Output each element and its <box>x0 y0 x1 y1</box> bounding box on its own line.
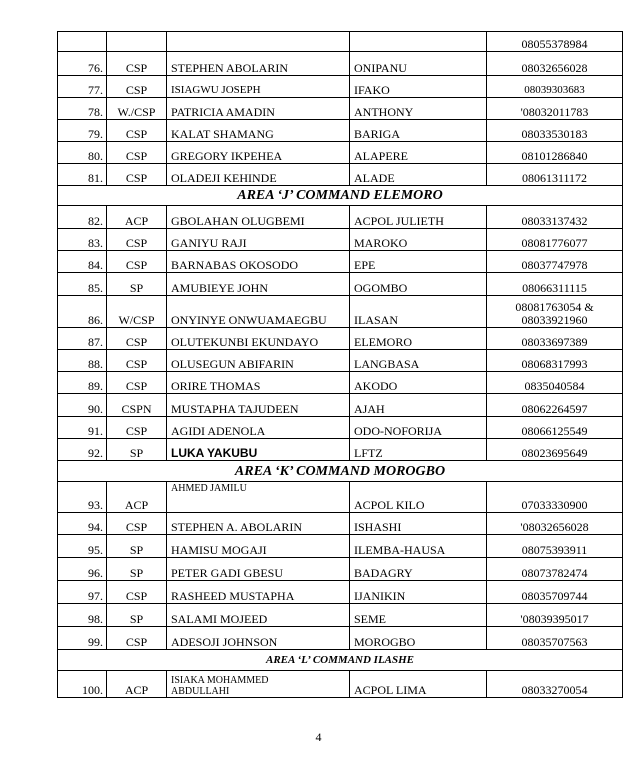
station-cell <box>350 394 487 417</box>
station-cell <box>350 164 487 186</box>
name-cell <box>167 328 350 350</box>
serial-number-text: 90. <box>88 402 103 416</box>
phone-text: 08023695649 <box>521 446 588 460</box>
name-cell <box>167 229 350 251</box>
name-cell <box>167 417 350 439</box>
serial-number-text: 93. <box>88 498 103 512</box>
table-row <box>58 372 623 394</box>
table-row <box>58 251 623 273</box>
station-cell <box>350 251 487 273</box>
station-text: MAROKO <box>354 236 408 250</box>
station-text: AJAH <box>354 402 385 416</box>
rank-text: SP <box>129 446 144 460</box>
station-text: OGOMBO <box>354 281 408 295</box>
phone-cell <box>487 604 623 627</box>
name-text: STEPHEN ABOLARIN <box>171 61 289 75</box>
section-header: AREA ‘K’ COMMAND MOROGBO <box>58 461 623 482</box>
serial-number-cell <box>58 273 107 296</box>
station-text: ELEMORO <box>354 335 412 349</box>
name-cell <box>167 350 350 372</box>
rank-cell <box>107 229 167 251</box>
name-text: GBOLAHAN OLUGBEMI <box>171 214 305 228</box>
rank-cell <box>107 581 167 604</box>
phone-text: 08062264597 <box>521 402 588 416</box>
serial-number-cell <box>58 581 107 604</box>
table-row <box>58 273 623 296</box>
serial-number-text: 77. <box>88 83 103 97</box>
station-cell <box>350 98 487 120</box>
phone-text: 08033697389 <box>521 335 588 349</box>
name-text: ORIRE THOMAS <box>171 379 261 393</box>
serial-number-cell <box>58 328 107 350</box>
rank-cell <box>107 328 167 350</box>
rank-text: CSP <box>125 83 148 97</box>
station-text: EPE <box>354 258 376 272</box>
serial-number-text: 98. <box>88 612 103 626</box>
station-text: ISHASHI <box>354 520 402 534</box>
serial-number-cell <box>58 164 107 186</box>
table-row <box>58 581 623 604</box>
rank-cell <box>107 120 167 142</box>
table-row <box>58 32 623 52</box>
phone-cell <box>487 535 623 558</box>
serial-number-text: 80. <box>88 149 103 163</box>
officer-table <box>57 31 623 698</box>
phone-cell <box>487 513 623 535</box>
phone-line-1: 08081763054 & <box>515 300 594 314</box>
name-cell <box>167 558 350 581</box>
table-row <box>58 52 623 76</box>
name-text: ADESOJI JOHNSON <box>171 635 278 649</box>
rank-text: CSP <box>125 149 148 163</box>
phone-text: 08066125549 <box>521 424 588 438</box>
table-row <box>58 328 623 350</box>
name-cell <box>167 273 350 296</box>
page-number: 4 <box>315 730 322 744</box>
station-text: ODO-NOFORIJA <box>354 424 443 438</box>
rank-text: CSP <box>125 589 148 603</box>
station-cell <box>350 671 487 698</box>
phone-cell <box>487 627 623 650</box>
table-row <box>58 604 623 627</box>
phone-text: '08032656028 <box>520 520 589 534</box>
table-row <box>58 120 623 142</box>
name-cell <box>167 52 350 76</box>
serial-number-cell <box>58 32 107 52</box>
serial-number-cell <box>58 251 107 273</box>
phone-cell <box>487 229 623 251</box>
phone-cell <box>487 164 623 186</box>
table-row <box>58 671 623 698</box>
serial-number-text: 95. <box>88 543 103 557</box>
station-cell <box>350 120 487 142</box>
station-text: ACPOL JULIETH <box>354 214 444 228</box>
rank-text: CSP <box>125 357 148 371</box>
phone-text: 08035707563 <box>521 635 588 649</box>
phone-cell <box>487 206 623 229</box>
phone-cell <box>487 439 623 461</box>
rank-cell <box>107 206 167 229</box>
name-cell <box>167 32 350 52</box>
rank-cell <box>107 513 167 535</box>
phone-text: 0835040584 <box>524 379 585 393</box>
table-row <box>58 76 623 98</box>
table-row <box>58 417 623 439</box>
rank-text: CSP <box>125 171 148 185</box>
name-text: GREGORY IKPEHEA <box>171 149 283 163</box>
phone-cell <box>487 32 623 52</box>
station-text: ACPOL KILO <box>354 498 425 512</box>
rank-text: CSP <box>125 520 148 534</box>
name-cell <box>167 671 350 698</box>
table-row <box>58 535 623 558</box>
serial-number-text: 82. <box>88 214 103 228</box>
serial-number-text: 99. <box>88 635 103 649</box>
rank-text: W/CSP <box>118 313 155 327</box>
serial-number-cell <box>58 229 107 251</box>
name-text: SALAMI MOJEED <box>171 612 268 626</box>
name-cell <box>167 439 350 461</box>
name-text: ISIAGWU JOSEPH <box>171 84 261 96</box>
rank-text: CSP <box>125 61 148 75</box>
rank-cell <box>107 627 167 650</box>
serial-number-cell <box>58 558 107 581</box>
table-row <box>58 350 623 372</box>
rank-text: CSP <box>125 379 148 393</box>
serial-number-text: 94. <box>88 520 103 534</box>
rank-cell <box>107 482 167 513</box>
rank-cell <box>107 439 167 461</box>
rank-cell <box>107 32 167 52</box>
name-cell <box>167 76 350 98</box>
phone-text: 08073782474 <box>521 566 588 580</box>
section-header-row <box>58 650 623 671</box>
station-cell <box>350 581 487 604</box>
table-row <box>58 627 623 650</box>
serial-number-cell <box>58 604 107 627</box>
phone-cell <box>487 417 623 439</box>
station-cell <box>350 229 487 251</box>
serial-number-text: 92. <box>88 446 103 460</box>
rank-cell <box>107 142 167 164</box>
serial-number-text: 87. <box>88 335 103 349</box>
rank-text: SP <box>129 566 144 580</box>
name-cell <box>167 296 350 328</box>
serial-number-cell <box>58 627 107 650</box>
station-cell <box>350 52 487 76</box>
name-text: BARNABAS OKOSODO <box>171 258 299 272</box>
phone-text: 08037747978 <box>521 258 588 272</box>
station-text: ALADE <box>354 171 395 185</box>
serial-number-cell <box>58 120 107 142</box>
name-text: ONYINYE ONWUAMAEGBU <box>171 313 327 327</box>
name-text: AHMED JAMILU <box>171 483 247 494</box>
name-cell <box>167 513 350 535</box>
phone-cell <box>487 581 623 604</box>
station-cell <box>350 535 487 558</box>
serial-number-text: 91. <box>88 424 103 438</box>
section-header: AREA ‘J’ COMMAND ELEMORO <box>58 186 623 206</box>
station-cell <box>350 558 487 581</box>
station-cell <box>350 142 487 164</box>
rank-cell <box>107 273 167 296</box>
rank-text: SP <box>129 612 144 626</box>
name-text: AGIDI ADENOLA <box>171 424 266 438</box>
serial-number-text: 85. <box>88 281 103 295</box>
station-cell <box>350 206 487 229</box>
serial-number-text: 83. <box>88 236 103 250</box>
table-row <box>58 482 623 513</box>
rank-cell <box>107 52 167 76</box>
name-text: MUSTAPHA TAJUDEEN <box>171 402 299 416</box>
rank-text: CSP <box>125 236 148 250</box>
rank-cell <box>107 558 167 581</box>
name-cell <box>167 206 350 229</box>
station-text: IJANIKIN <box>354 589 406 603</box>
station-text: AKODO <box>354 379 398 393</box>
phone-text: 08066311115 <box>522 281 587 295</box>
serial-number-cell <box>58 98 107 120</box>
station-text: ONIPANU <box>354 61 407 75</box>
rank-text: CSP <box>125 424 148 438</box>
name-text: PATRICIA AMADIN <box>171 105 275 119</box>
station-cell <box>350 328 487 350</box>
officer-table-body <box>58 32 623 698</box>
station-text: IFAKO <box>354 83 390 97</box>
rank-cell <box>107 372 167 394</box>
section-header-row <box>58 461 623 482</box>
rank-cell <box>107 164 167 186</box>
phone-cell <box>487 394 623 417</box>
table-row <box>58 98 623 120</box>
station-cell <box>350 76 487 98</box>
serial-number-cell <box>58 482 107 513</box>
serial-number-text: 97. <box>88 589 103 603</box>
phone-text: 08075393911 <box>521 543 588 557</box>
name-text: LUKA YAKUBU <box>171 446 258 460</box>
serial-number-cell <box>58 296 107 328</box>
phone-text: 08068317993 <box>521 357 588 371</box>
phone-text: 08033270054 <box>521 683 588 697</box>
phone-cell <box>487 350 623 372</box>
name-text: OLUSEGUN ABIFARIN <box>171 357 294 371</box>
station-cell <box>350 417 487 439</box>
rank-text: CSPN <box>121 402 152 416</box>
serial-number-cell <box>58 535 107 558</box>
rank-cell <box>107 671 167 698</box>
station-text: BARIGA <box>354 127 401 141</box>
rank-text: CSP <box>125 127 148 141</box>
rank-cell <box>107 76 167 98</box>
section-header: AREA ‘L’ COMMAND ILASHE <box>58 650 623 671</box>
serial-number-cell <box>58 52 107 76</box>
phone-cell <box>487 142 623 164</box>
station-cell <box>350 273 487 296</box>
table-row <box>58 142 623 164</box>
rank-text: W./CSP <box>117 105 156 119</box>
phone-text: '08032011783 <box>520 105 589 119</box>
serial-number-cell <box>58 76 107 98</box>
name-line-2: ABDULLAHI <box>171 686 230 697</box>
name-cell <box>167 142 350 164</box>
name-line-1: ISIAKA MOHAMMED <box>171 675 269 686</box>
station-text: LANGBASA <box>354 357 420 371</box>
name-text: KALAT SHAMANG <box>171 127 274 141</box>
station-text: BADAGRY <box>354 566 413 580</box>
name-cell <box>167 120 350 142</box>
rank-text: CSP <box>125 335 148 349</box>
station-cell <box>350 627 487 650</box>
serial-number-cell <box>58 439 107 461</box>
phone-text: 08101286840 <box>521 149 588 163</box>
rank-cell <box>107 604 167 627</box>
phone-cell <box>487 98 623 120</box>
serial-number-text: 86. <box>88 313 103 327</box>
table-row <box>58 394 623 417</box>
serial-number-cell <box>58 671 107 698</box>
phone-text: 08081776077 <box>521 236 588 250</box>
rank-cell <box>107 394 167 417</box>
name-text: RASHEED MUSTAPHA <box>171 589 295 603</box>
name-cell <box>167 581 350 604</box>
name-cell <box>167 372 350 394</box>
name-text: STEPHEN A. ABOLARIN <box>171 520 303 534</box>
phone-text: 08039303683 <box>524 84 585 96</box>
name-cell <box>167 535 350 558</box>
rank-text: CSP <box>125 258 148 272</box>
rank-cell <box>107 98 167 120</box>
name-cell <box>167 394 350 417</box>
rank-cell <box>107 535 167 558</box>
section-header-row <box>58 186 623 206</box>
rank-cell <box>107 296 167 328</box>
station-cell <box>350 372 487 394</box>
name-text: PETER GADI GBESU <box>171 566 284 580</box>
phone-text: '08039395017 <box>520 612 589 626</box>
serial-number-cell <box>58 142 107 164</box>
name-cell <box>167 98 350 120</box>
serial-number-cell <box>58 513 107 535</box>
station-text: MOROGBO <box>354 635 416 649</box>
name-cell <box>167 251 350 273</box>
phone-cell <box>487 558 623 581</box>
station-text: ILEMBA-HAUSA <box>354 543 446 557</box>
serial-number-cell <box>58 417 107 439</box>
phone-cell <box>487 120 623 142</box>
phone-cell <box>487 251 623 273</box>
phone-text: 08032656028 <box>521 61 588 75</box>
station-cell <box>350 482 487 513</box>
table-row <box>58 558 623 581</box>
station-text: ALAPERE <box>354 149 408 163</box>
phone-text: 08033137432 <box>521 214 588 228</box>
station-text: SEME <box>354 612 387 626</box>
station-text: ANTHONY <box>354 105 414 119</box>
phone-text: 08055378984 <box>521 37 588 51</box>
table-row <box>58 439 623 461</box>
table-row <box>58 164 623 186</box>
rank-cell <box>107 350 167 372</box>
station-cell <box>350 296 487 328</box>
phone-text: 08035709744 <box>521 589 588 603</box>
serial-number-text: 100. <box>82 683 103 697</box>
table-row <box>58 296 623 328</box>
station-cell <box>350 513 487 535</box>
name-cell <box>167 604 350 627</box>
serial-number-text: 81. <box>88 171 103 185</box>
rank-cell <box>107 251 167 273</box>
station-text: ILASAN <box>354 313 398 327</box>
name-cell <box>167 164 350 186</box>
phone-cell <box>487 482 623 513</box>
rank-text: ACP <box>124 498 149 512</box>
rank-text: CSP <box>125 635 148 649</box>
phone-text: 08061311172 <box>521 171 588 185</box>
serial-number-cell <box>58 350 107 372</box>
table-row <box>58 206 623 229</box>
rank-text: ACP <box>124 214 149 228</box>
phone-cell <box>487 273 623 296</box>
name-cell <box>167 627 350 650</box>
serial-number-text: 89. <box>88 379 103 393</box>
serial-number-cell <box>58 372 107 394</box>
serial-number-cell <box>58 394 107 417</box>
name-text: OLADEJI KEHINDE <box>171 171 277 185</box>
serial-number-text: 79. <box>88 127 103 141</box>
station-cell <box>350 32 487 52</box>
phone-cell <box>487 328 623 350</box>
phone-cell <box>487 52 623 76</box>
station-text: LFTZ <box>354 446 383 460</box>
rank-text: ACP <box>124 683 149 697</box>
serial-number-text: 88. <box>88 357 103 371</box>
rank-text: SP <box>129 281 144 295</box>
phone-line-2: 08033921960 <box>521 313 588 327</box>
station-text: ACPOL LIMA <box>354 683 427 697</box>
rank-cell <box>107 417 167 439</box>
phone-text: 08033530183 <box>521 127 588 141</box>
station-cell <box>350 350 487 372</box>
station-cell <box>350 604 487 627</box>
rank-text: SP <box>129 543 144 557</box>
serial-number-text: 78. <box>88 105 103 119</box>
serial-number-text: 96. <box>88 566 103 580</box>
serial-number-text: 84. <box>88 258 103 272</box>
phone-cell <box>487 76 623 98</box>
serial-number-text: 76. <box>88 61 103 75</box>
phone-text: 07033330900 <box>521 498 588 512</box>
name-cell <box>167 482 350 513</box>
name-text: OLUTEKUNBI EKUNDAYO <box>171 335 319 349</box>
station-cell <box>350 439 487 461</box>
phone-cell <box>487 372 623 394</box>
table-row <box>58 229 623 251</box>
phone-cell <box>487 296 623 328</box>
name-text: GANIYU RAJI <box>171 236 247 250</box>
name-text: HAMISU MOGAJI <box>171 543 267 557</box>
serial-number-cell <box>58 206 107 229</box>
name-text: AMUBIEYE JOHN <box>171 281 268 295</box>
phone-cell <box>487 671 623 698</box>
table-row <box>58 513 623 535</box>
